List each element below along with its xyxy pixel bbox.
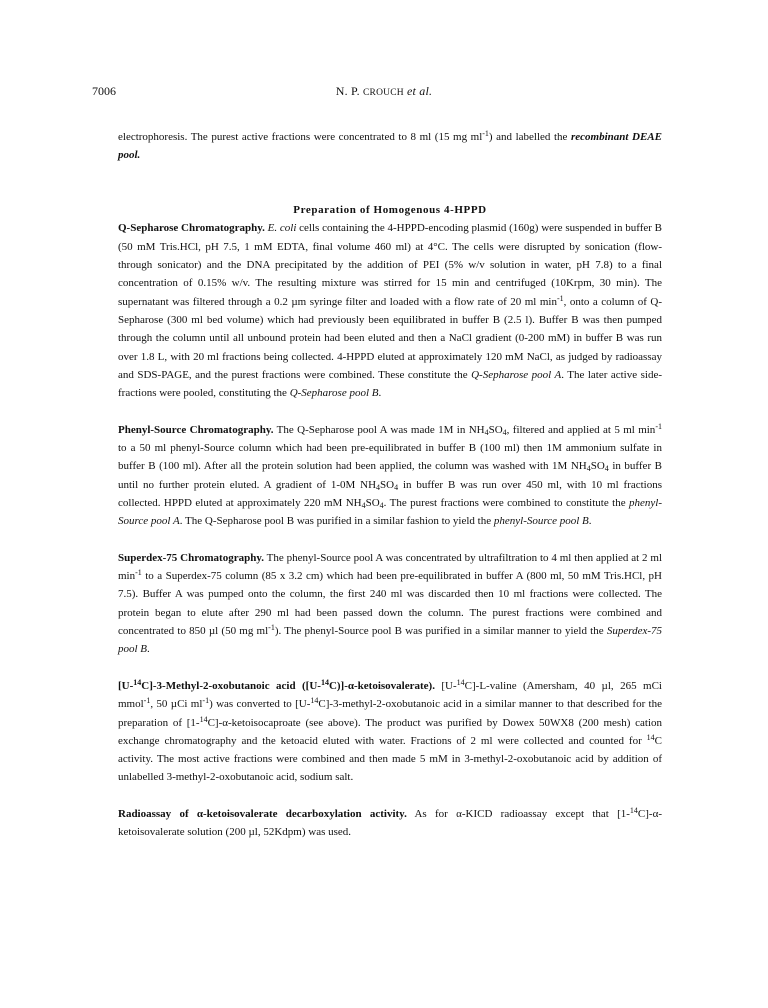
subscript: 4: [484, 427, 489, 437]
run-in-heading: Q-Sepharose Chromatography.: [118, 222, 265, 235]
text-run: [U-: [434, 679, 457, 692]
italic-text: Q-Sepharose pool B: [289, 387, 379, 400]
subscript: 4: [376, 482, 381, 492]
paragraph-q-sepharose: [118, 219, 662, 402]
run-in-heading: Radioassay of α-ketoisovalerate decarboxylation activity.: [118, 807, 407, 820]
section-title: Preparation of Homogenous 4-HPPD: [293, 204, 487, 217]
superscript: 14: [310, 696, 319, 706]
run-in-heading: Phenyl-Source Chromatography.: [118, 423, 274, 436]
page-number: 7006: [92, 84, 116, 98]
text-run: C]-α-ketoisocaproate (see above). The product was purified by Dowex 50WX8 (200 mesh) cation exchange chromatography and the ketoacid eluted with water. Fractions of 2 ml were collected and counted for: [118, 716, 663, 747]
text-run: .: [588, 515, 592, 528]
text-run: C]-3-Methyl-2-oxobutanoic acid ([U-: [141, 679, 321, 692]
superscript: 14: [646, 732, 655, 742]
superscript: 14: [629, 805, 638, 815]
italic-text: Q-Sepharose pool A: [471, 368, 562, 381]
text-run: .: [147, 643, 150, 656]
superscript: 14: [133, 677, 142, 687]
text-run: in buffer B until no further protein eluted. A gradient of 1-0M NH: [118, 460, 662, 491]
italic-text: phenyl-Source pool A: [118, 496, 662, 528]
text-run: . The later active side-fractions were pooled, constituting the: [118, 368, 662, 400]
text-run: SO: [365, 496, 380, 509]
text-run: C]-3-methyl-2-oxobutanoic acid in a similar manner to that described for the preparation of [1-: [118, 698, 662, 729]
text-run: C activity. The most active fractions were combined and then made 5 mM in 3-methyl-2-oxobutanoic acid by addition of unlabelled 3-methyl-2-oxobutanoic acid, sodium salt.: [118, 734, 662, 784]
superscript: -1: [143, 696, 151, 706]
text-run: in buffer B was run over 450 ml, with 10 ml fractions collected. HPPD eluted at approximately 220 mM NH: [118, 478, 662, 509]
superscript: -1: [655, 421, 662, 431]
subscript: 4: [361, 500, 366, 510]
text-run: The Q-Sepharose pool A was made 1M in NH: [273, 423, 485, 436]
run-in-heading: Superdex-75 Chromatography.: [118, 551, 264, 564]
superscript: 14: [320, 677, 329, 687]
text-run: C)]-α-ketoisovalerate).: [328, 679, 435, 692]
text-run: , onto a column of Q-Sepharose (300 ml bed volume) which had previously been equilibrated in buffer B (2.5 l). Buffer B was then pumped through the column until all unbound protein had been eluted and then a NaCl gradient (0-200 mM) in buffer B was run over 1.8 L, with 20 ml fractions being collected. 4-HPPD eluted at approximately 120 mM NaCl, as judged by radioassay and SDS-PAGE, and the purest fractions were combined. These constitute the: [118, 295, 662, 381]
text-run: .: [378, 387, 382, 400]
subscript: 4: [604, 464, 609, 474]
text-run: SO: [488, 423, 503, 436]
superscript: -1: [482, 129, 489, 138]
text-run: ) was converted to [U-: [209, 698, 311, 711]
text-run: . The purest fractions were combined to constitute the: [383, 496, 630, 509]
et-al: et al.: [407, 84, 433, 98]
superscript: -1: [268, 623, 275, 633]
paragraph-radioassay: [118, 805, 662, 842]
running-header: [0, 84, 768, 99]
text-run: to a 50 ml phenyl-Source column which had been pre-equilibrated in buffer B (100 ml) then 1M ammonium sulfate in buffer B (100 ml). After all the protein solution had been applied, the column was washed with 1M NH: [118, 442, 662, 473]
text-run: ) and labelled the: [488, 131, 571, 143]
paragraph-superdex: [118, 549, 662, 659]
subscript: 4: [379, 500, 384, 510]
text-run: SO: [590, 460, 605, 473]
superscript: -1: [135, 568, 142, 578]
page-body: [118, 128, 662, 842]
text-run: SO: [380, 478, 395, 491]
run-in-heading: [118, 677, 435, 692]
text-run: cells containing the 4-HPPD-encoding plasmid (160g) were suspended in buffer B (50 mM Tris.HCl, pH 7.5, 1 mM EDTA, final volume 460 ml) at 4°C. The cells were disrupted by sonication (flow-through sonicator) and the DNA precipitated by the addition of PEI (5% w/v solution in water, pH 7.8) to a final concentration of 0.15% w/v. The resulting mixture was stirred for 15 min and centrifuged (10Krpm, 30 min). The supernatant was filtered through a 0.2 µm syringe filter and loaded with a flow rate of 20 ml min: [118, 222, 662, 308]
paragraph-electrophoresis: [118, 128, 662, 165]
text-run: As for α-KICD radioassay except that [1-: [406, 807, 630, 820]
text-run: C]-α-ketoisovalerate solution (200 µl, 52Kdpm) was used.: [118, 807, 663, 839]
superscript: 14: [456, 677, 465, 687]
superscript: 14: [199, 714, 208, 724]
text-run: , 50 µCi ml: [150, 698, 203, 711]
text-run: [U-: [118, 679, 134, 692]
text-run: ). The phenyl-Source pool B was purified in a similar manner to yield the: [274, 625, 607, 638]
subscript: 4: [502, 427, 507, 437]
text-run: to a Superdex-75 column (85 x 3.2 cm) which had been pre-equilibrated in buffer A (800 ml, 50 mM Tris.HCl, pH 7.5). Buffer A was pumped onto the column, the first 240 ml was discarded then 10 ml fractions were collected. The protein began to elute after 290 ml had been passed down the column. The purest fractions were combined and concentrated to 850 µl (50 mg ml: [118, 570, 662, 638]
italic-text: E. coli: [267, 222, 297, 235]
author-surname: CROUCH: [363, 88, 404, 98]
text-run: electrophoresis. The purest active fractions were concentrated to 8 ml (15 mg ml: [118, 131, 483, 143]
text-run: . The Q-Sepharose pool B was purified in a similar fashion to yield the: [179, 515, 494, 528]
text-run: , filtered and applied at 5 ml min: [506, 423, 656, 436]
superscript: -1: [556, 293, 564, 303]
subscript: 4: [394, 482, 399, 492]
italic-text: Superdex-75 pool B: [118, 625, 663, 656]
pool-name-italic: recombinant DEAE pool.: [118, 131, 662, 162]
paragraph-u14c-ketoisovalerate: [118, 677, 662, 787]
author-initials: N. P.: [335, 84, 360, 98]
text-run: The phenyl-Source pool A was concentrated by ultrafiltration to 4 ml then applied at 2 ml min: [118, 551, 663, 583]
italic-text: phenyl-Source pool B: [493, 515, 589, 528]
text-run: C]-L-valine (Amersham, 40 µl, 265 mCi mmol: [118, 679, 662, 711]
superscript: -1: [202, 696, 210, 706]
subscript: 4: [586, 464, 591, 474]
paragraph-phenyl-source: [118, 421, 662, 531]
